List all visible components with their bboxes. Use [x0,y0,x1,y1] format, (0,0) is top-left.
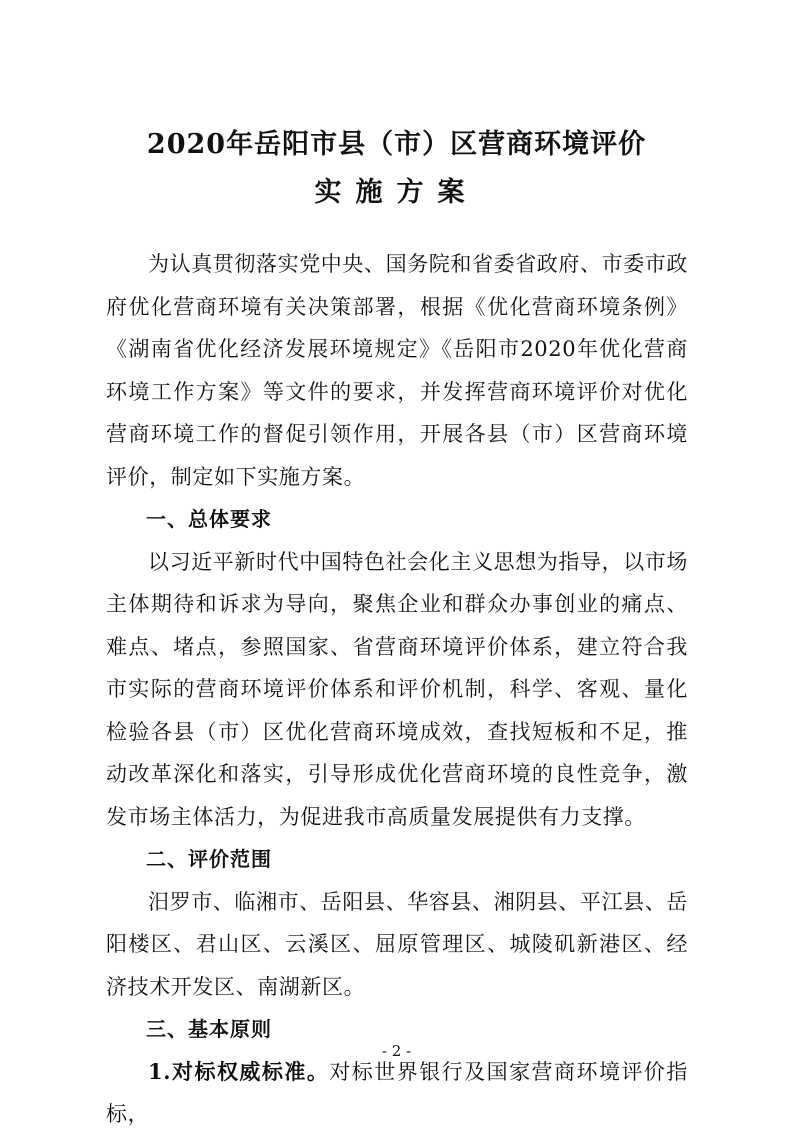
document-title-line-2: 实施方案 [314,177,479,208]
section-heading-evaluation-scope: 二、评价范围 [146,847,272,871]
principle-item-1-text: 对标世界银行及国家营商环境评价指标， [106,1059,688,1126]
document-body [106,243,688,1136]
page-number: - 2 - [381,1042,412,1060]
section-heading-basic-principles: 三、基本原则 [146,1017,272,1041]
section-heading-general-requirements: 一、总体要求 [146,507,272,531]
section-text-general-requirements: 以习近平新时代中国特色社会化主义思想为指导，以市场主体期待和诉求为导向，聚焦企业和群众办事创业的痛点、难点、堵点，参照国家、省营商环境评价体系，建立符合我市实际的营商环境评价体系和评价机制，科学、客观、量化检验各县（市）区优化营商环境成效，查找短板和不足，推动改革深化和落实，引导形成优化营商环境的良性竞争，激发市场主体活力，为促进我市高质量发展提供有力支撑。 [106,549,688,829]
intro-paragraph: 为认真贯彻落实党中央、国务院和省委省政府、市委市政府优化营商环境有关决策部署，根据《优化营商环境条例》《湖南省优化经济发展环境规定》《岳阳市2020年优化营商环境工作方案》等文件的要求，并发挥营商环境评价对优化营商环境工作的督促引领作用，开展各县（市）区营商环境评价，制定如下实施方案。 [106,252,688,489]
section-text-evaluation-scope: 汨罗市、临湘市、岳阳县、华容县、湘阴县、平江县、岳阳楼区、君山区、云溪区、屈原管理区、城陵矶新港区、经济技术开发区、南湖新区。 [106,889,688,999]
principle-item-1-lead: 1.对标权威标准。 [148,1058,330,1084]
document-title-line-1: 2020年岳阳市县（市）区营商环境评价 [146,129,647,160]
principle-item-1 [106,1051,688,1136]
